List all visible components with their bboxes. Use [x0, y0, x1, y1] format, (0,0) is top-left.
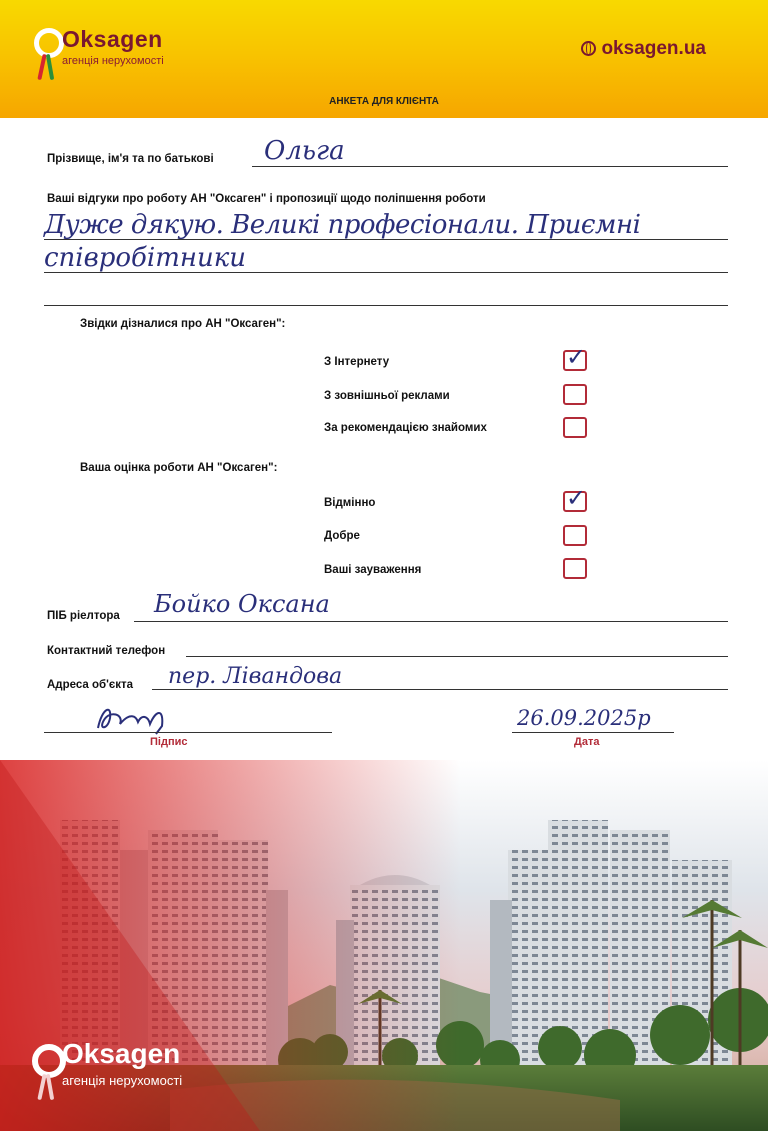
name-value[interactable]: Ольга [264, 136, 345, 166]
key-ring-icon [32, 1044, 66, 1078]
address-value[interactable]: пер. Лівандова [168, 664, 343, 689]
source-option-label: З Інтернету [324, 356, 390, 368]
footer-logo-tagline: агенція нерухомості [62, 1073, 183, 1088]
name-label: Прізвище, ім'я та по батькові [47, 153, 214, 165]
realtor-value[interactable]: Бойко Оксана [154, 590, 330, 618]
rating-option-label: Відмінно [324, 497, 376, 509]
address-line [152, 689, 728, 690]
feedback-underline-1 [44, 239, 728, 240]
rating-question-label: Ваша оцінка роботи АН "Оксаген": [80, 462, 278, 474]
signature-line [44, 732, 332, 733]
address-label: Адреса об'єкта [47, 679, 133, 691]
rating-excellent-checkbox[interactable] [563, 484, 587, 512]
website-link[interactable] [581, 38, 706, 60]
source-recommendation-checkbox[interactable] [563, 417, 587, 438]
website-text: oksagen.ua [601, 38, 706, 59]
company-logo [30, 22, 230, 84]
rating-option-label: Ваші зауваження [324, 564, 422, 576]
source-question-label: Звідки дізналися про АН "Оксаген": [80, 318, 286, 330]
rating-remarks-checkbox[interactable] [563, 558, 587, 579]
source-internet-checkbox[interactable] [563, 343, 587, 371]
name-line [252, 166, 728, 167]
source-outdoor-ads-checkbox[interactable] [563, 384, 587, 405]
feedback-underline-2 [44, 272, 728, 273]
signature-label: Підпис [150, 736, 188, 748]
rating-option-label: Добре [324, 530, 360, 542]
globe-icon [581, 41, 596, 56]
handwritten-signature [90, 700, 190, 736]
source-option-label: З зовнішньої реклами [324, 390, 450, 402]
realtor-line [134, 621, 728, 622]
date-value[interactable]: 26.09.2025р [517, 706, 651, 730]
form-title: АНКЕТА ДЛЯ КЛІЄНТА [329, 96, 439, 107]
key-icon [46, 54, 54, 80]
feedback-label: Ваші відгуки про роботу АН "Оксаген" і пропозиції щодо поліпшення роботи [47, 193, 486, 205]
footer-logo [30, 1036, 250, 1106]
feedback-line-2[interactable]: співробітники [44, 243, 247, 273]
feedback-line-1[interactable]: Дуже дякую. Великі професіонали. Приємні [44, 210, 641, 240]
logo-tagline: агенція нерухомості [62, 55, 164, 67]
phone-label: Контактний телефон [47, 645, 166, 657]
source-option-label: За рекомендацією знайомих [324, 422, 487, 434]
logo-brand: Oksagen [62, 26, 163, 52]
feedback-underline-3 [44, 305, 728, 306]
key-icon [37, 54, 46, 80]
key-icon [37, 1074, 46, 1100]
header-banner [0, 0, 768, 118]
footer-logo-brand: Oksagen [62, 1038, 181, 1069]
phone-line [186, 656, 728, 657]
check-mark-icon: ✓ [566, 343, 587, 371]
rating-good-checkbox[interactable] [563, 525, 587, 546]
realtor-label: ПІБ ріелтора [47, 610, 120, 622]
key-icon [46, 1074, 54, 1100]
date-label: Дата [574, 736, 600, 748]
date-line [512, 732, 674, 733]
check-mark-icon: ✓ [566, 484, 587, 512]
